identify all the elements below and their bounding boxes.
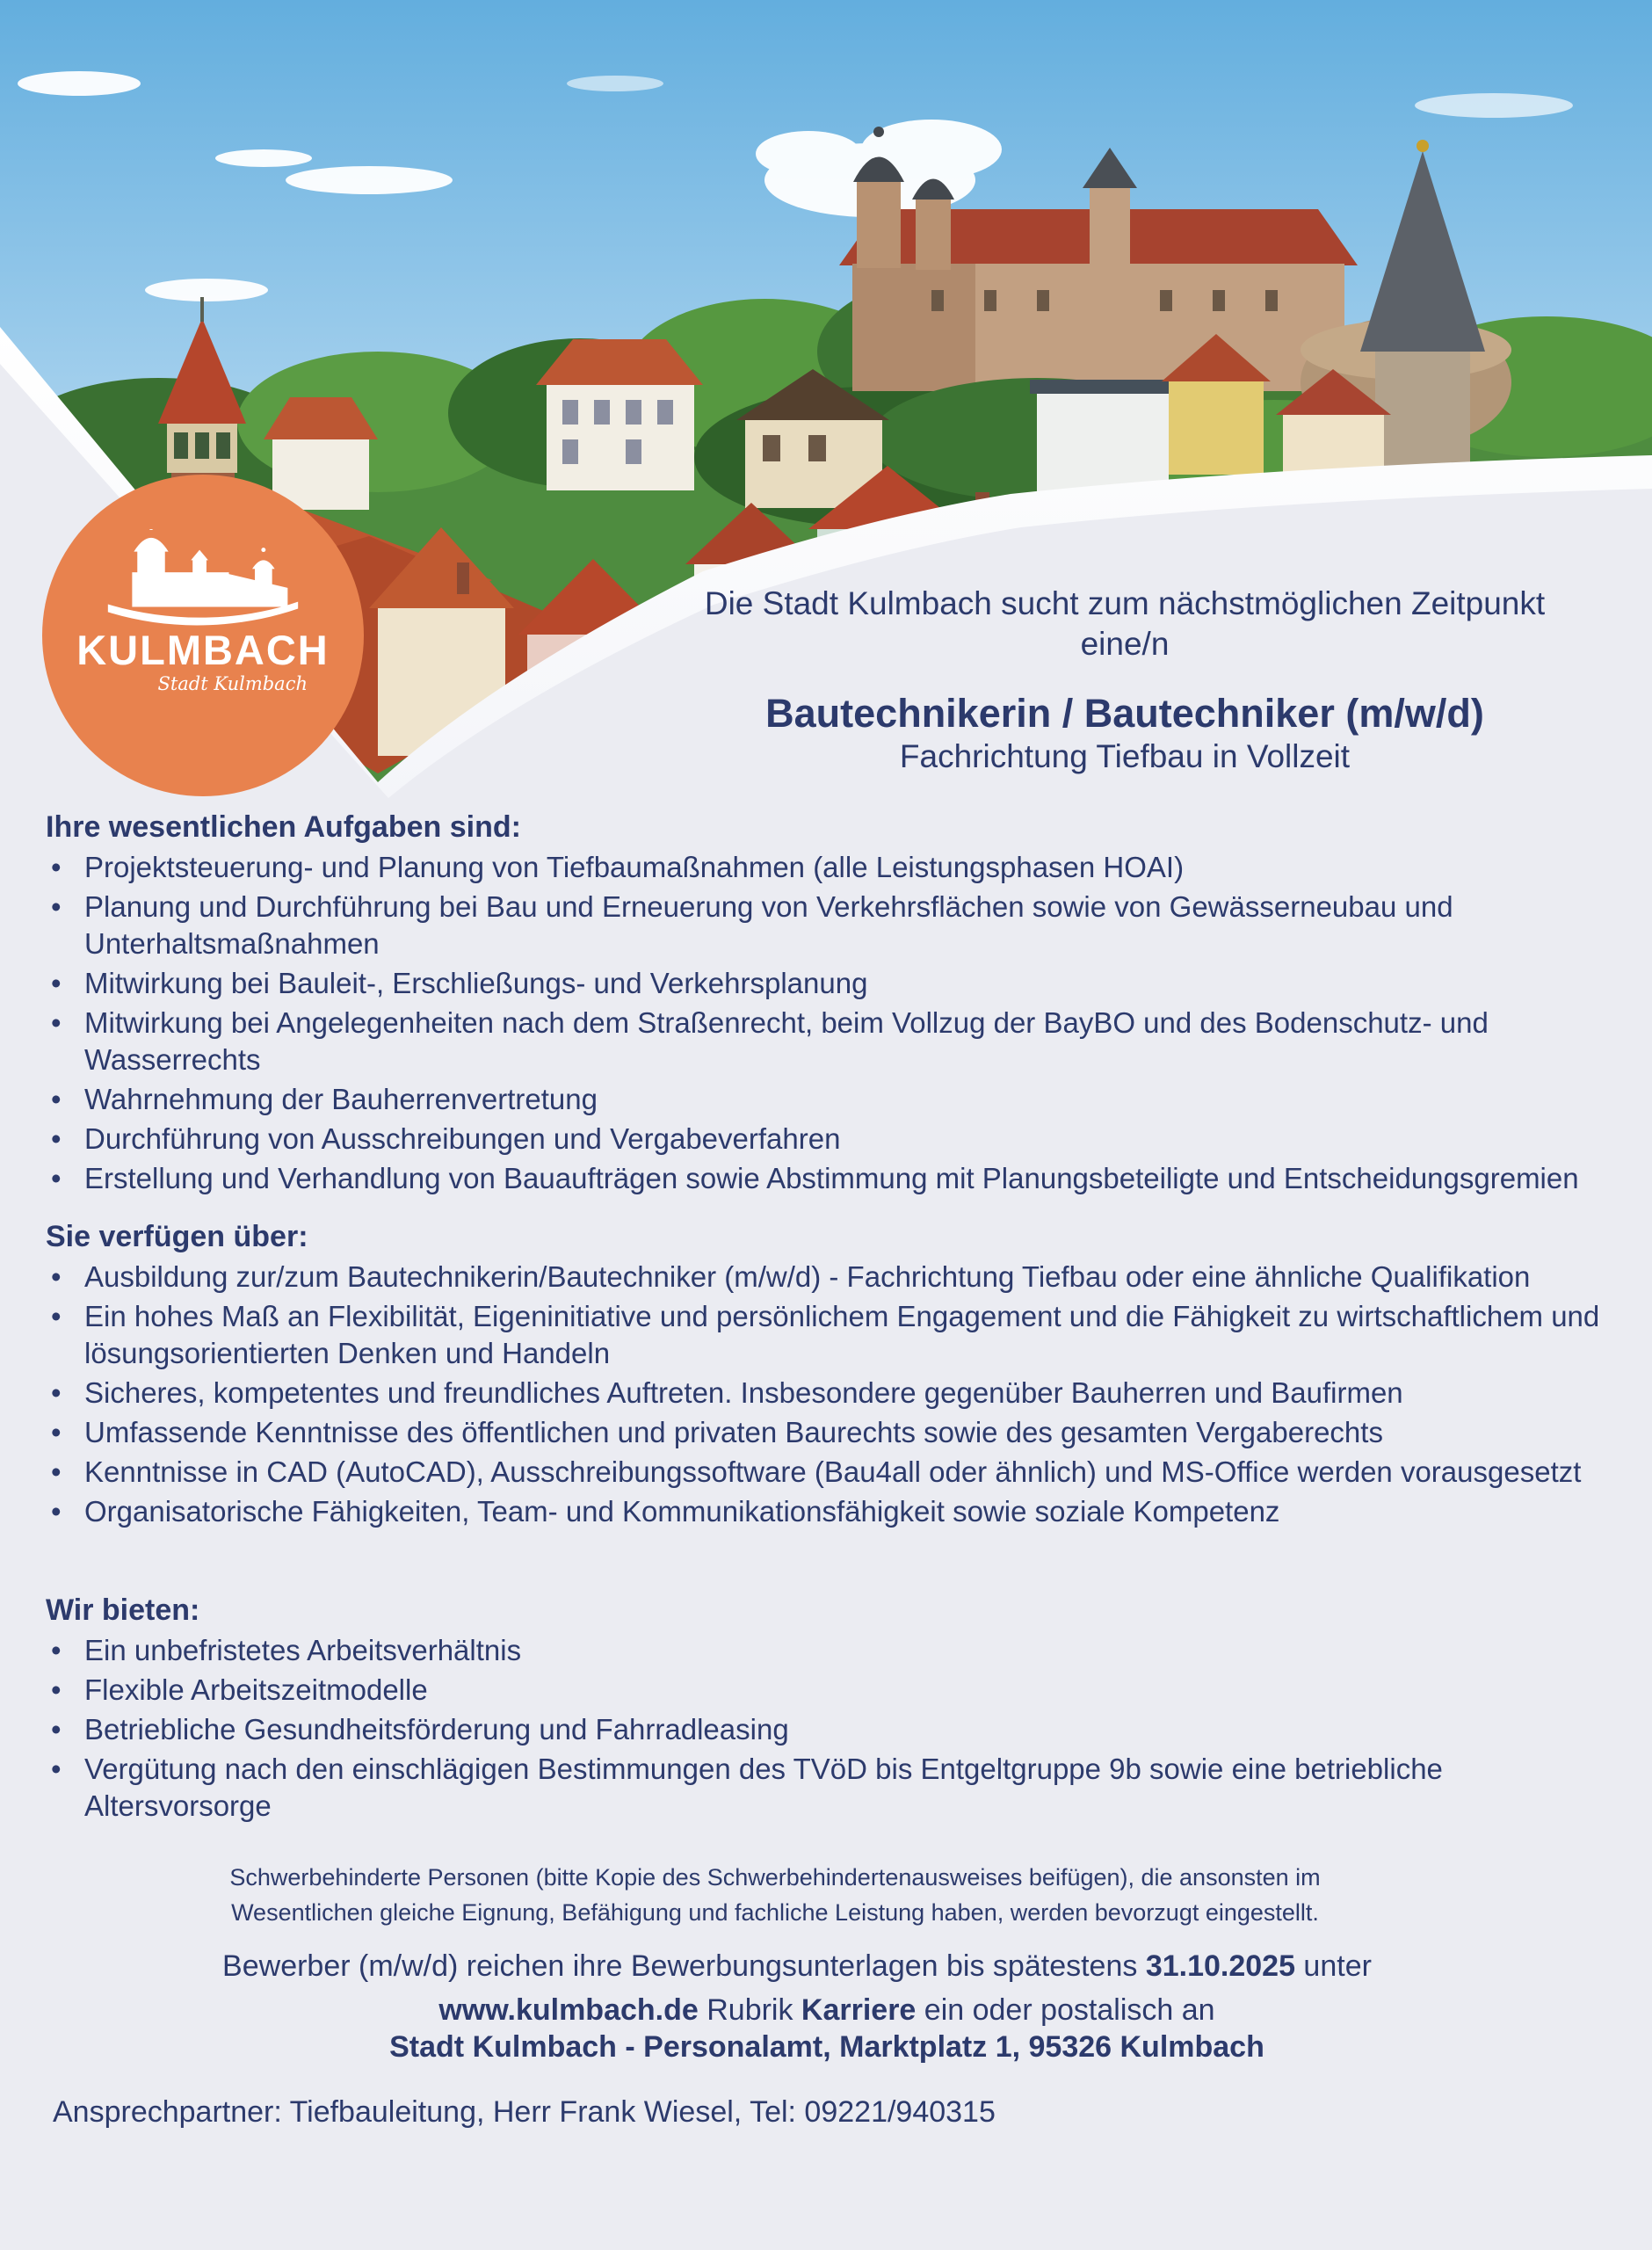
section-heading-offer: Wir bieten: [46,1593,200,1627]
kulmbach-logo [42,475,364,796]
title-block [598,584,1652,777]
bullet-item: • Ein unbefristetes Arbeitsverhältnis [46,1632,1608,1669]
bullet-item: • Projektsteuerung- und Planung von Tiefbaumaßnahmen (alle Leistungsphasen HOAI) [46,849,1608,886]
portal-middle: Rubrik [698,1993,801,2027]
bullet-item: • Ausbildung zur/zum Bautechnikerin/Bautechniker (m/w/d) - Fachrichtung Tiefbau oder eine ähnliche Qualifikation [46,1259,1608,1296]
section-heading-tasks: Ihre wesentlichen Aufgaben sind: [46,810,521,844]
intro-line-2: eine/n [1080,626,1170,662]
bullet-item: • Betriebliche Gesundheitsförderung und Fahrradleasing [46,1711,1608,1748]
apply-deadline: 31.10.2025 [1145,1949,1295,1983]
bullet-item: • Planung und Durchführung bei Bau und Erneuerung von Verkehrsflächen sowie von Gewässerneubau und Unterhaltsmaßnahmen [46,889,1608,962]
job-title: Bautechnikerin / Bautechniker (m/w/d) [765,691,1484,736]
section-tasks [46,809,1608,1197]
logo-subtitle: Stadt Kulmbach [157,673,308,694]
bullet-item: • Flexible Arbeitszeitmodelle [46,1672,1608,1709]
bullet-item: • Kenntnisse in CAD (AutoCAD), Ausschreibungssoftware (Bau4all oder ähnlich) und MS-Office werden vorausgesetzt [46,1454,1608,1491]
bullet-item: • Umfassende Kenntnisse des öffentlichen und privaten Baurechts sowie des gesamten Vergaberechts [46,1414,1608,1451]
logo-wordmark: KULMBACH [76,627,330,673]
job-subtitle: Fachrichtung Tiefbau in Vollzeit [899,738,1351,774]
rubrik-text: Karriere [801,1993,917,2027]
website-text: www.kulmbach.de [438,1993,699,2027]
portal-suffix: ein oder postalisch an [916,1993,1215,2027]
disability-notice: Schwerbehinderte Personen (bitte Kopie des Schwerbehindertenausweises beifügen), die ansonsten im Wesentlichen gleiche Eignung, Befähigung und fachliche Leistung haben, werden bevorzugt eingestellt. [229,1864,1321,1926]
content [0,800,1652,2130]
tasks-list [46,849,1608,1197]
section-profile [46,1218,1608,1530]
bullet-item: • Durchführung von Ausschreibungen und Vergabeverfahren [46,1121,1608,1158]
application-deadline-line [160,1948,1434,1985]
apply-prefix: Bewerber (m/w/d) reichen ihre Bewerbungsunterlagen bis spätestens [222,1949,1146,1983]
bullet-item: • Mitwirkung bei Angelegenheiten nach dem Straßenrecht, beim Vollzug der BayBO und des Bodenschutz- und Wasserrechts [46,1005,1608,1078]
bullet-item: • Erstellung und Verhandlung von Bauaufträgen sowie Abstimmung mit Planungsbeteiligte und Entscheidungsgremien [46,1160,1608,1197]
postal-address: Stadt Kulmbach - Personalamt, Marktplatz 1, 95326 Kulmbach [389,2030,1264,2064]
profile-list [46,1259,1608,1530]
intro-line-1: Die Stadt Kulmbach sucht zum nächstmöglichen Zeitpunkt [704,585,1546,621]
bullet-item: • Ein hohes Maß an Flexibilität, Eigeninitiative und persönlichem Engagement und die Fähigkeit zu wirtschaftlichem und lösungsorientierten Denken und Handeln [46,1298,1608,1372]
castle-silhouette-icon [99,529,307,633]
contact-person: Ansprechpartner: Tiefbauleitung, Herr Frank Wiesel, Tel: 09221/940315 [53,2095,996,2129]
apply-suffix: unter [1294,1949,1372,1983]
bullet-item: • Organisatorische Fähigkeiten, Team- und Kommunikationsfähigkeit sowie soziale Kompetenz [46,1493,1608,1530]
bullet-item: • Mitwirkung bei Bauleit-, Erschließungs- und Verkehrsplanung [46,965,1608,1002]
bullet-item: • Sicheres, kompetentes und freundliches Auftreten. Insbesondere gegenüber Bauherren und Baufirmen [46,1375,1608,1412]
offer-list [46,1632,1608,1825]
bullet-item: • Wahrnehmung der Bauherrenvertretung [46,1081,1608,1118]
portal-line [46,1992,1608,2029]
section-heading-profile: Sie verfügen über: [46,1220,308,1253]
bullet-item: • Vergütung nach den einschlägigen Bestimmungen des TVöD bis Entgeltgruppe 9b sowie eine betriebliche Altersvorsorge [46,1751,1608,1825]
section-offer [46,1592,1608,1825]
